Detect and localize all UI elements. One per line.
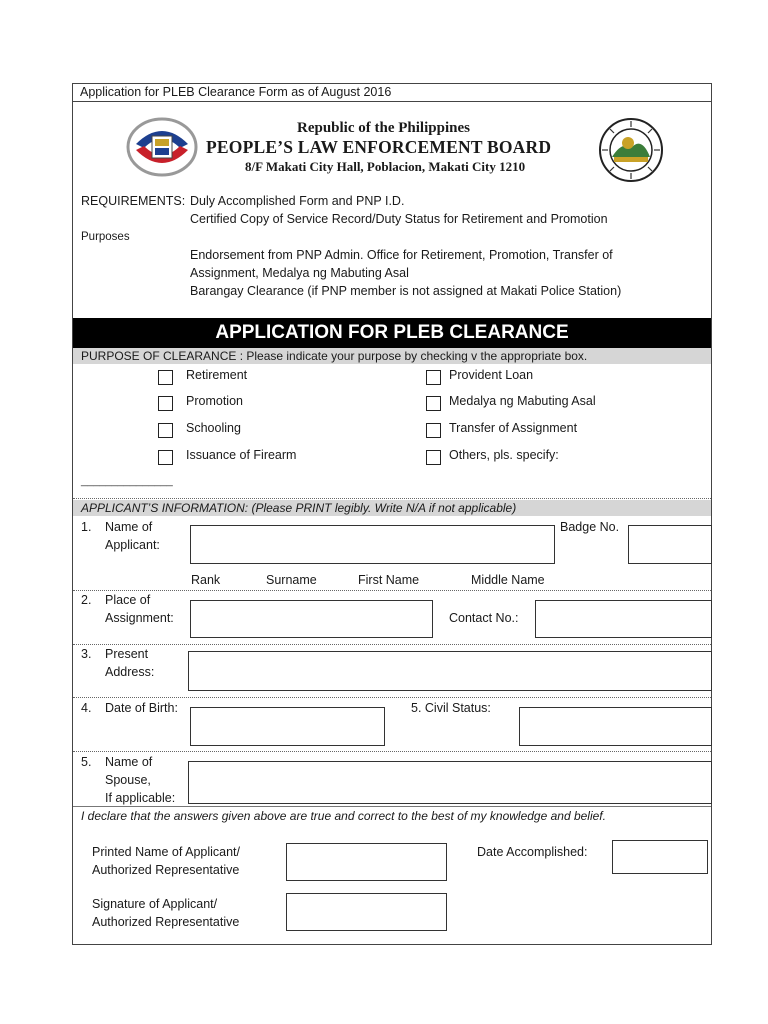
sublabel-first-name: First Name (358, 573, 420, 587)
printed-name-label-line2: Authorized Representative (92, 863, 240, 877)
country-name: Republic of the Philippines (297, 120, 470, 136)
declaration-text: I declare that the answers given above are true and correct to the best of my knowledge and belief. (81, 809, 606, 823)
form-version: Application for PLEB Clearance Form as of August 2016 (80, 85, 392, 99)
civil-status-field[interactable] (519, 707, 712, 746)
purpose-heading: PURPOSE OF CLEARANCE : Please indicate your purpose by checking v the appropriate box. (81, 349, 588, 363)
option-issuance-of-firearm: Issuance of Firearm (186, 448, 297, 462)
contact-number-field[interactable] (535, 600, 712, 638)
checkbox-schooling[interactable] (158, 423, 173, 438)
spouse-label-line2: Spouse, (105, 773, 151, 787)
agency-name: PEOPLE’S LAW ENFORCEMENT BOARD (206, 137, 552, 157)
pleb-seal-icon (126, 116, 198, 178)
checkbox-provident-loan[interactable] (426, 370, 441, 385)
checkbox-transfer-of-assignment[interactable] (426, 423, 441, 438)
checkbox-promotion[interactable] (158, 396, 173, 411)
purposes-label: Purposes (81, 231, 130, 243)
date-of-birth-field[interactable] (190, 707, 385, 746)
dob-label: Date of Birth: (105, 701, 178, 715)
option-others: Others, pls. specify: (449, 448, 559, 462)
requirement-item: Certified Copy of Service Record/Duty Status for Retirement and Promotion (190, 212, 608, 226)
address-label-line1: Present (105, 647, 149, 661)
checkbox-others[interactable] (426, 450, 441, 465)
option-transfer-of-assignment: Transfer of Assignment (449, 421, 578, 435)
printed-name-label-line1: Printed Name of Applicant/ (92, 845, 240, 859)
applicant-name-field[interactable] (190, 525, 555, 564)
sublabel-middle-name: Middle Name (471, 573, 545, 587)
date-accomplished-label: Date Accomplished: (477, 845, 588, 859)
date-accomplished-field[interactable] (612, 840, 708, 874)
option-promotion: Promotion (186, 394, 243, 408)
name-label-line2: Applicant: (105, 538, 160, 552)
spouse-label-line1: Name of (105, 755, 153, 769)
title-bar (73, 318, 711, 348)
spouse-label-line3: If applicable: (105, 791, 176, 805)
signature-label-line2: Authorized Representative (92, 915, 240, 929)
signature-field[interactable] (286, 893, 447, 931)
place-label-line1: Place of (105, 593, 151, 607)
checkbox-medalya[interactable] (426, 396, 441, 411)
requirement-item: Endorsement from PNP Admin. Office for Retirement, Promotion, Transfer of (190, 248, 613, 262)
section-divider (73, 751, 711, 752)
badge-label: Badge No. (560, 520, 620, 534)
place-of-assignment-field[interactable] (190, 600, 433, 638)
option-medalya: Medalya ng Mabuting Asal (449, 394, 596, 408)
option-provident-loan: Provident Loan (449, 368, 534, 382)
field-number: 4. (81, 701, 92, 715)
requirement-item: Duly Accomplished Form and PNP I.D. (190, 194, 405, 208)
other-purpose-line[interactable]: _______________ (81, 475, 173, 487)
contact-label: Contact No.: (449, 611, 519, 625)
checkbox-retirement[interactable] (158, 370, 173, 385)
badge-number-field[interactable] (628, 525, 712, 564)
sublabel-rank: Rank (191, 573, 221, 587)
requirement-item: Barangay Clearance (if PNP member is not assigned at Makati Police Station) (190, 284, 622, 298)
place-label-line2: Assignment: (105, 611, 174, 625)
present-address-field[interactable] (188, 651, 712, 691)
field-number: 5. (81, 755, 92, 769)
section-divider (73, 697, 711, 698)
signature-label-line1: Signature of Applicant/ (92, 897, 218, 911)
printed-name-field[interactable] (286, 843, 447, 881)
agency-address: 8/F Makati City Hall, Poblacion, Makati City 1210 (245, 159, 526, 174)
field-number: 3. (81, 647, 92, 661)
requirement-item: Assignment, Medalya ng Mabuting Asal (190, 266, 409, 280)
civil-status-label: 5. Civil Status: (411, 701, 491, 715)
requirements-label: REQUIREMENTS: (81, 194, 186, 208)
field-number: 2. (81, 593, 92, 607)
option-retirement: Retirement (186, 368, 248, 382)
field-number: 1. (81, 520, 92, 534)
option-schooling: Schooling (186, 421, 241, 435)
address-label-line2: Address: (105, 665, 155, 679)
checkbox-issuance-of-firearm[interactable] (158, 450, 173, 465)
name-label-line1: Name of (105, 520, 153, 534)
section-divider (73, 590, 711, 591)
applicant-heading: APPLICANT’S INFORMATION: (Please PRINT legibly. Write N/A if not applicable) (81, 501, 517, 515)
form-title: APPLICATION FOR PLEB CLEARANCE (215, 322, 569, 343)
header-divider (72, 101, 712, 102)
section-divider (73, 644, 711, 645)
makati-seal-icon (598, 117, 664, 183)
spouse-name-field[interactable] (188, 761, 712, 804)
sublabel-surname: Surname (266, 573, 317, 587)
